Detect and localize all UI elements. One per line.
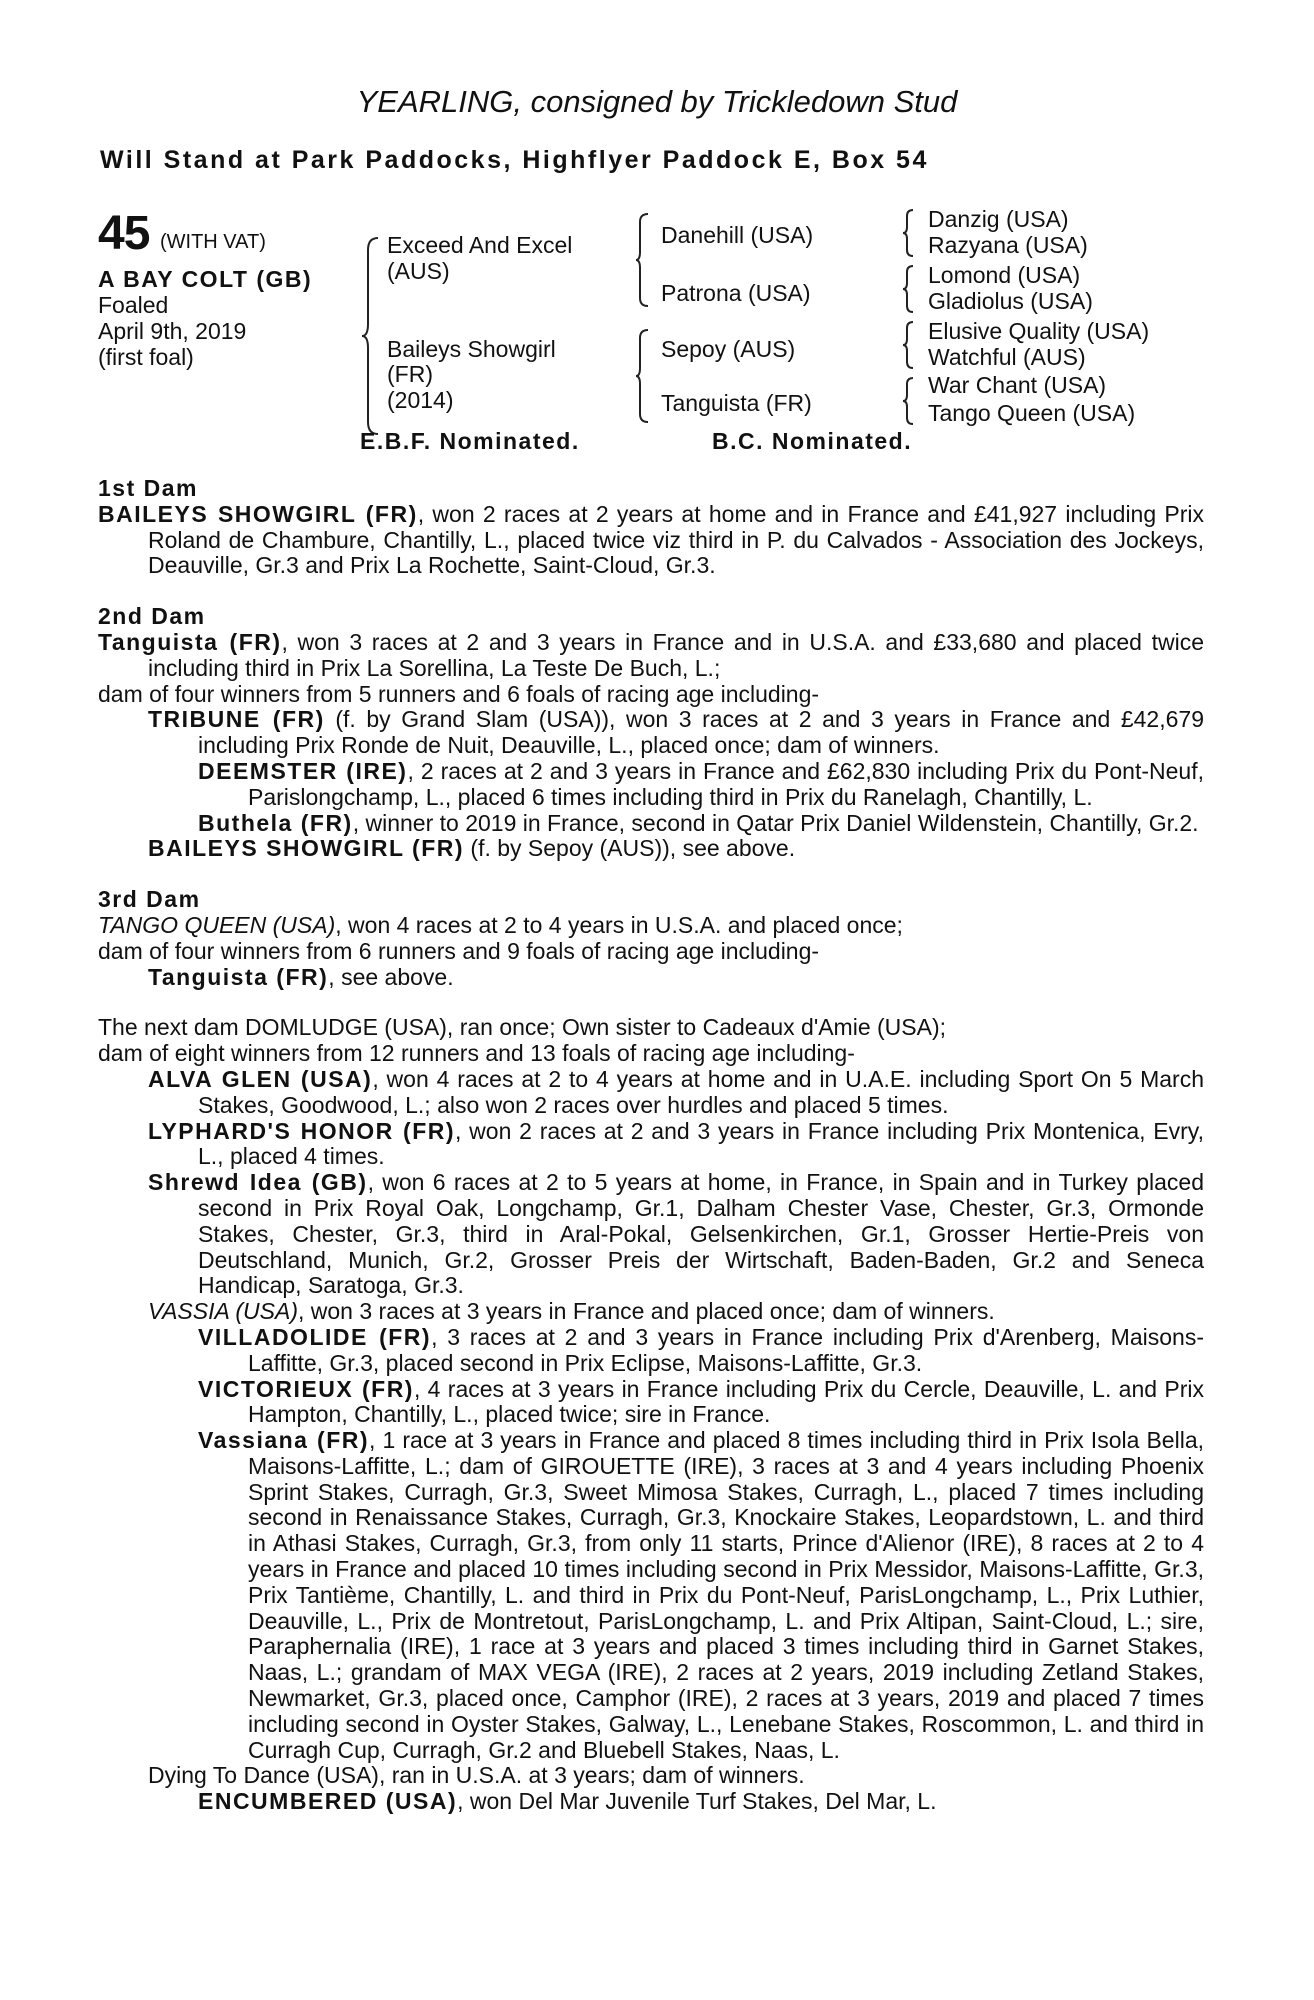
victorieux-record: , 4 races at 3 years in France including Prix du Cercle, Deauville, L. and Prix Hampton, Chantilly, L., placed twice; sire in France.	[248, 1375, 1204, 1428]
produce-dying-to-dance: Dying To Dance (USA), ran in U.S.A. at 3 years; dam of winners.	[148, 1762, 805, 1789]
villadolide-name: VILLADOLIDE (FR)	[198, 1323, 432, 1350]
pedigree-main-brace	[362, 236, 382, 436]
produce-alva-glen	[98, 1067, 1204, 1119]
dam-name: Baileys Showgirl	[387, 336, 556, 362]
deemster-record: , 2 races at 2 and 3 years in France and £62,830 including Prix du Pont-Neuf, Parislongchamp, L., placed 6 times including third in Prix du Ranelagh, Chantilly, L.	[248, 757, 1204, 810]
buthela-name: Buthela (FR)	[198, 809, 353, 836]
produce-baileys	[98, 836, 1204, 862]
second-dam-record: , won 3 races at 2 and 3 years in France and in U.S.A. and £33,680 and placed twice including third in Prix La Sorellina, La Teste De Buch, L.;	[148, 628, 1204, 681]
produce-deemster	[98, 759, 1204, 811]
ebf-nominated: E.B.F. Nominated.	[360, 428, 580, 454]
third-dam-name: TANGO QUEEN (USA)	[98, 911, 336, 938]
produce-vassiana	[98, 1428, 1204, 1763]
second-dam-heading: 2nd Dam	[98, 603, 206, 630]
first-dam-section	[98, 476, 1204, 579]
first-dam-name: BAILEYS SHOWGIRL (FR)	[98, 500, 418, 527]
next-dam-produce: dam of eight winners from 12 runners and 13 foals of racing age including-	[98, 1040, 855, 1067]
vassia-name: VASSIA (USA)	[148, 1298, 298, 1325]
brace-3-4	[903, 376, 915, 426]
second-dam-produce: dam of four winners from 5 runners and 6 foals of racing age including-	[98, 680, 820, 707]
third-dam-text	[98, 913, 1204, 939]
second-dam-name: Tanguista (FR)	[98, 628, 282, 655]
third-dam-section	[98, 887, 1204, 990]
tribune-record: (f. by Grand Slam (USA)), won 3 races at 2 and 3 years in France and £42,679 including Prix Ronde de Nuit, Deauville, L., placed once; dam of winners.	[198, 706, 1204, 759]
encumbered-record: , won Del Mar Juvenile Turf Stakes, Del Mar, L.	[457, 1788, 937, 1815]
third-dam-record: , won 4 races at 2 to 4 years in U.S.A. and placed once;	[335, 911, 903, 938]
tribune-name: TRIBUNE (FR)	[148, 706, 325, 733]
alva-glen-name: ALVA GLEN (USA)	[148, 1065, 373, 1092]
lot-number: 45	[98, 207, 150, 260]
first-foal-note: (first foal)	[98, 344, 194, 370]
brace-3-1	[903, 208, 915, 258]
produce-tribune	[98, 707, 1204, 759]
brace-3-3	[903, 320, 915, 370]
dam-year: (2014)	[387, 387, 454, 413]
bc-nominated: B.C. Nominated.	[712, 428, 913, 454]
next-dam-section	[98, 1015, 1204, 1815]
ped-ddd: Tango Queen (USA)	[928, 400, 1136, 426]
produce-tanguista	[98, 965, 1204, 991]
villadolide-record: , 3 races at 2 and 3 years in France including Prix d'Arenberg, Maisons-Laffitte, Gr.3, placed second in Prix Eclipse, Maisons-Laffitte, Gr.3.	[248, 1323, 1204, 1376]
third-dam-produce: dam of four winners from 6 runners and 9 foals of racing age including-	[98, 937, 820, 964]
produce-encumbered	[98, 1789, 1204, 1815]
shrewd-idea-name: Shrewd Idea (GB)	[148, 1169, 368, 1196]
ped-dsd: Watchful (AUS)	[928, 344, 1086, 370]
catalogue-body	[98, 476, 1204, 1815]
victorieux-name: VICTORIEUX (FR)	[198, 1375, 414, 1402]
brace-3-2	[903, 264, 915, 314]
ped-ssd: Razyana (USA)	[928, 232, 1088, 258]
produce-vassia	[98, 1299, 1204, 1325]
sire-brace	[636, 212, 650, 308]
produce-buthela	[98, 811, 1204, 837]
shrewd-idea-record: , won 6 races at 2 to 5 years at home, in France, in Spain and in Turkey placed second in Prix Royal Oak, Longchamp, Gr.1, Dalham Chester Vase, Chester, Gr.3, Ormonde Stakes, Chester, Gr.3, third in Aral-Pokal, Gelsenkirchen, Gr.1, Grosser Hertie-Preis von Deutschland, Munich, Gr.2, Grosser Preis der Wirtschaft, Baden-Baden, Gr.2 and Seneca Handicap, Saratoga, Gr.3.	[198, 1169, 1204, 1299]
lyphards-honor-record: , won 2 races at 2 and 3 years in France including Prix Montenica, Evry, L., placed 4 times.	[198, 1117, 1204, 1170]
tanguista-name: Tanguista (FR)	[148, 963, 329, 990]
deemster-name: DEEMSTER (IRE)	[198, 757, 408, 784]
first-dam-text	[98, 502, 1204, 579]
page-title: YEARLING, consigned by Trickledown Stud	[356, 84, 958, 119]
sire-name: Exceed And Excel	[387, 232, 573, 258]
vassiana-name: Vassiana (FR)	[198, 1427, 370, 1454]
produce-villadolide	[98, 1325, 1204, 1377]
encumbered-name: ENCUMBERED (USA)	[198, 1788, 458, 1815]
second-dam-section	[98, 604, 1204, 862]
baileys-record: (f. by Sepoy (AUS)), see above.	[464, 835, 796, 862]
dam-dam: Tanguista (FR)	[661, 390, 812, 416]
ped-sdd: Gladiolus (USA)	[928, 288, 1093, 314]
sire-dam: Patrona (USA)	[661, 280, 811, 306]
lot-name: A BAY COLT (GB)	[98, 266, 313, 292]
foaled-date: April 9th, 2019	[98, 318, 247, 344]
baileys-name: BAILEYS SHOWGIRL (FR)	[148, 835, 465, 862]
lyphards-honor-name: LYPHARD'S HONOR (FR)	[148, 1117, 456, 1144]
ped-dss: Elusive Quality (USA)	[928, 318, 1150, 344]
produce-shrewd-idea	[98, 1170, 1204, 1299]
buthela-record: , winner to 2019 in France, second in Qatar Prix Daniel Wildenstein, Chantilly, Gr.2.	[352, 809, 1199, 836]
first-dam-heading: 1st Dam	[98, 475, 198, 501]
third-dam-heading: 3rd Dam	[98, 886, 201, 913]
dam-brace	[636, 328, 650, 424]
dam-sire: Sepoy (AUS)	[661, 336, 796, 362]
vassia-record: , won 3 races at 3 years in France and placed once; dam of winners.	[297, 1298, 995, 1325]
foaled-label: Foaled	[98, 292, 169, 318]
ped-sss: Danzig (USA)	[928, 206, 1069, 232]
next-dam-intro: The next dam DOMLUDGE (USA), ran once; Own sister to Cadeaux d'Amie (USA);	[98, 1014, 947, 1041]
ped-dds: War Chant (USA)	[928, 372, 1107, 398]
alva-glen-record: , won 4 races at 2 to 4 years at home and in U.A.E. including Sport On 5 March Stakes, Goodwood, L.; also won 2 races over hurdles and placed 5 times.	[198, 1065, 1204, 1118]
sire-country: (AUS)	[387, 258, 450, 284]
vassiana-record: , 1 race at 3 years in France and placed 8 times including third in Prix Isola Bella, Maisons-Laffitte, L.; dam of GIROUETTE (IRE), 3 races at 3 and 4 years including Phoenix Sprint Stakes, Curragh, Gr.3, Sweet Mimosa Stakes, Curragh, L., placed 7 times including second in Renaissance Stakes, Curragh, Gr.3, Knockaire Stakes, Leopardstown, L. and third in Athasi Stakes, Curragh, Gr.3, from only 11 starts, Prince d'Alienor (IRE), 8 races at 2 to 4 years in France and placed 10 times including second in Prix Messidor, Maisons-Laffitte, Gr.3, Prix Tantième, Chantilly, L. and third in Prix du Pont-Neuf, ParisLongchamp, L., Prix Luthier, Deauville, L., Prix de Montretout, ParisLongchamp, L. and Prix Altipan, Saint-Cloud, L.; sire, Paraphernalia (IRE), 1 race at 3 years and placed 3 times including third in Garnet Stakes, Naas, L.; grandam of MAX VEGA (IRE), 2 races at 2 years, 2019 including Zetland Stakes, Newmarket, Gr.3, placed once, Camphor (IRE), 2 races at 3 years, 2019 and placed 7 times including second in Oyster Stakes, Galway, L., Lenebane Stakes, Roscommon, L. and third in Curragh Cup, Curragh, Gr.2 and Bluebell Stakes, Naas, L.	[248, 1427, 1204, 1763]
produce-victorieux	[98, 1377, 1204, 1429]
ped-sds: Lomond (USA)	[928, 262, 1081, 288]
dam-country: (FR)	[387, 361, 433, 387]
produce-lyphards-honor	[98, 1119, 1204, 1171]
first-dam-record: , won 2 races at 2 years at home and in France and £41,927 including Prix Roland de Chambure, Chantilly, L., placed twice viz third in P. du Calvados - Association des Jockeys, Deauville, Gr.3 and Prix La Rochette, Saint-Cloud, Gr.3.	[148, 500, 1205, 579]
second-dam-text	[98, 630, 1204, 682]
tanguista-record: , see above.	[328, 963, 454, 990]
vat-note: (WITH VAT)	[160, 231, 266, 253]
stand-location: Will Stand at Park Paddocks, Highflyer Paddock E, Box 54	[100, 146, 929, 174]
sire-sire: Danehill (USA)	[661, 222, 814, 248]
